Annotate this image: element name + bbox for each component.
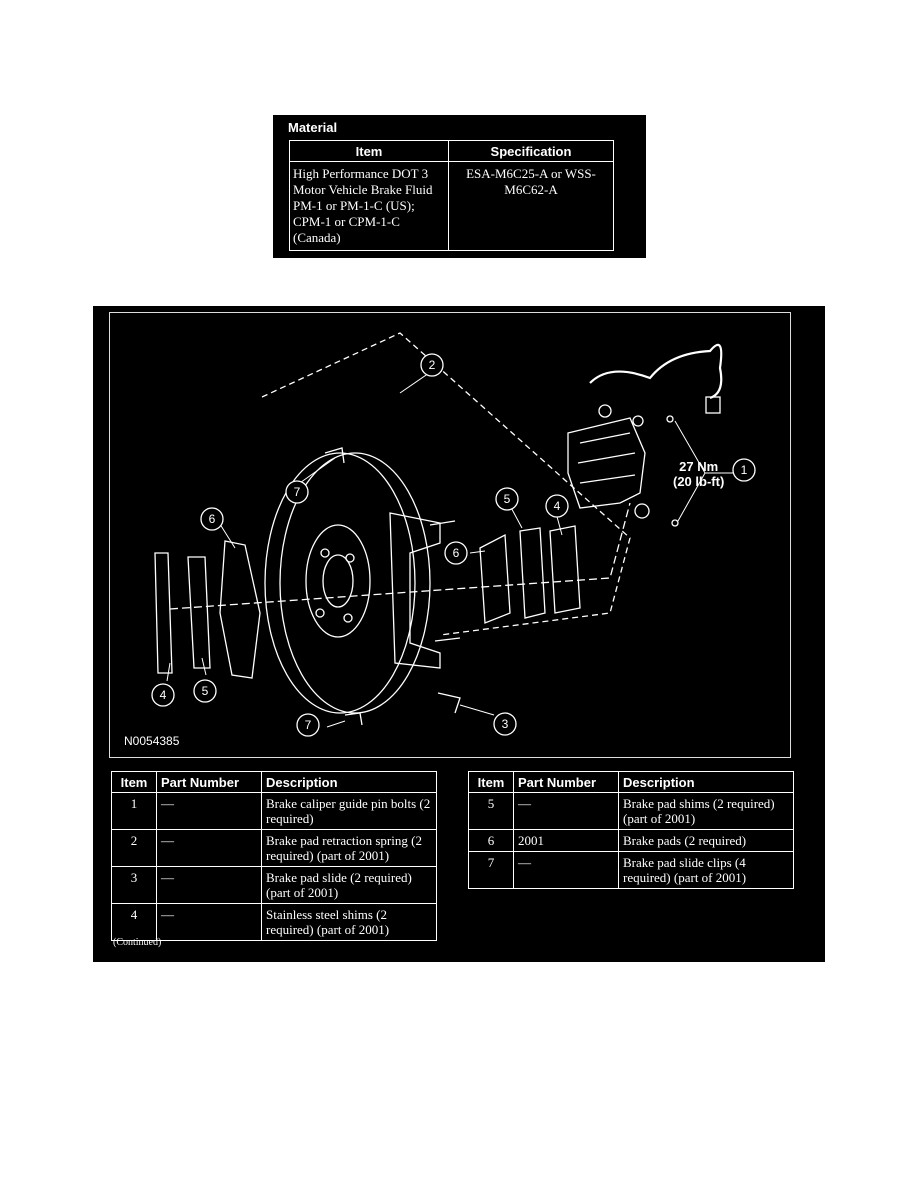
table-row <box>469 793 794 830</box>
row-part-number: — <box>157 830 262 867</box>
row-item: 4 <box>112 904 157 941</box>
header-part-number: Part Number <box>514 772 619 793</box>
material-spec-cell: ESA-M6C25-A or WSS-M6C62-A <box>449 162 614 251</box>
material-spec-box <box>273 115 646 258</box>
row-part-number: — <box>157 793 262 830</box>
material-title: Material <box>288 120 338 135</box>
parts-header-row <box>469 772 794 793</box>
material-header-item: Item <box>290 141 449 162</box>
row-description: Brake pads (2 required) <box>619 830 794 852</box>
row-description: Brake pad slide (2 required) (part of 2001) <box>262 867 437 904</box>
row-item: 7 <box>469 852 514 889</box>
callout-1-label: 1 <box>740 463 748 477</box>
header-description: Description <box>262 772 437 793</box>
callout-6a-label: 6 <box>208 512 216 526</box>
row-description: Brake pad retraction spring (2 required) (part of 2001) <box>262 830 437 867</box>
callout-4a-label: 4 <box>159 688 167 702</box>
row-item: 6 <box>469 830 514 852</box>
row-description: Brake pad shims (2 required) (part of 2001) <box>619 793 794 830</box>
row-item: 3 <box>112 867 157 904</box>
callout-3-label: 3 <box>501 717 509 731</box>
parts-table-right <box>468 771 794 889</box>
material-header-row <box>290 141 614 162</box>
callout-7b-label: 7 <box>304 718 312 732</box>
table-row <box>112 793 437 830</box>
callout-6b-label: 6 <box>452 546 460 560</box>
torque-nm: 27 Nm <box>679 459 719 474</box>
row-item: 5 <box>469 793 514 830</box>
row-part-number: — <box>157 904 262 941</box>
torque-spec <box>673 459 724 489</box>
row-description: Stainless steel shims (2 required) (part of 2001) <box>262 904 437 941</box>
row-description: Brake pad slide clips (4 required) (part of 2001) <box>619 852 794 889</box>
callout-7a-label: 7 <box>293 485 301 499</box>
row-part-number: — <box>157 867 262 904</box>
material-row <box>290 162 614 251</box>
row-part-number: — <box>514 793 619 830</box>
table-row <box>112 830 437 867</box>
table-row <box>112 904 437 941</box>
row-part-number: 2001 <box>514 830 619 852</box>
parts-table-left <box>111 771 437 941</box>
row-description: Brake caliper guide pin bolts (2 required) <box>262 793 437 830</box>
material-item-cell: High Performance DOT 3 Motor Vehicle Brake Fluid PM-1 or PM-1-C (US); CPM-1 or CPM-1-C (Canada) <box>290 162 449 251</box>
diagram-illustration <box>110 313 790 757</box>
row-item: 1 <box>112 793 157 830</box>
material-header-spec: Specification <box>449 141 614 162</box>
hose-fitting-shape <box>706 397 720 413</box>
header-item: Item <box>112 772 157 793</box>
callout-4b-label: 4 <box>553 499 561 513</box>
table-row <box>469 852 794 889</box>
header-part-number: Part Number <box>157 772 262 793</box>
figure-code: N0054385 <box>124 734 180 748</box>
brake-figure-box <box>93 306 825 962</box>
parts-header-row <box>112 772 437 793</box>
row-part-number: — <box>514 852 619 889</box>
torque-lbft: (20 lb-ft) <box>673 474 725 489</box>
table-row <box>112 867 437 904</box>
continued-note: (Continued) <box>113 937 162 948</box>
header-item: Item <box>469 772 514 793</box>
callout-5b-label: 5 <box>503 492 511 506</box>
callout-5a-label: 5 <box>201 684 209 698</box>
header-description: Description <box>619 772 794 793</box>
material-table <box>289 140 614 251</box>
brake-exploded-diagram <box>109 312 791 758</box>
row-item: 2 <box>112 830 157 867</box>
callout-2-label: 2 <box>428 358 436 372</box>
table-row <box>469 830 794 852</box>
